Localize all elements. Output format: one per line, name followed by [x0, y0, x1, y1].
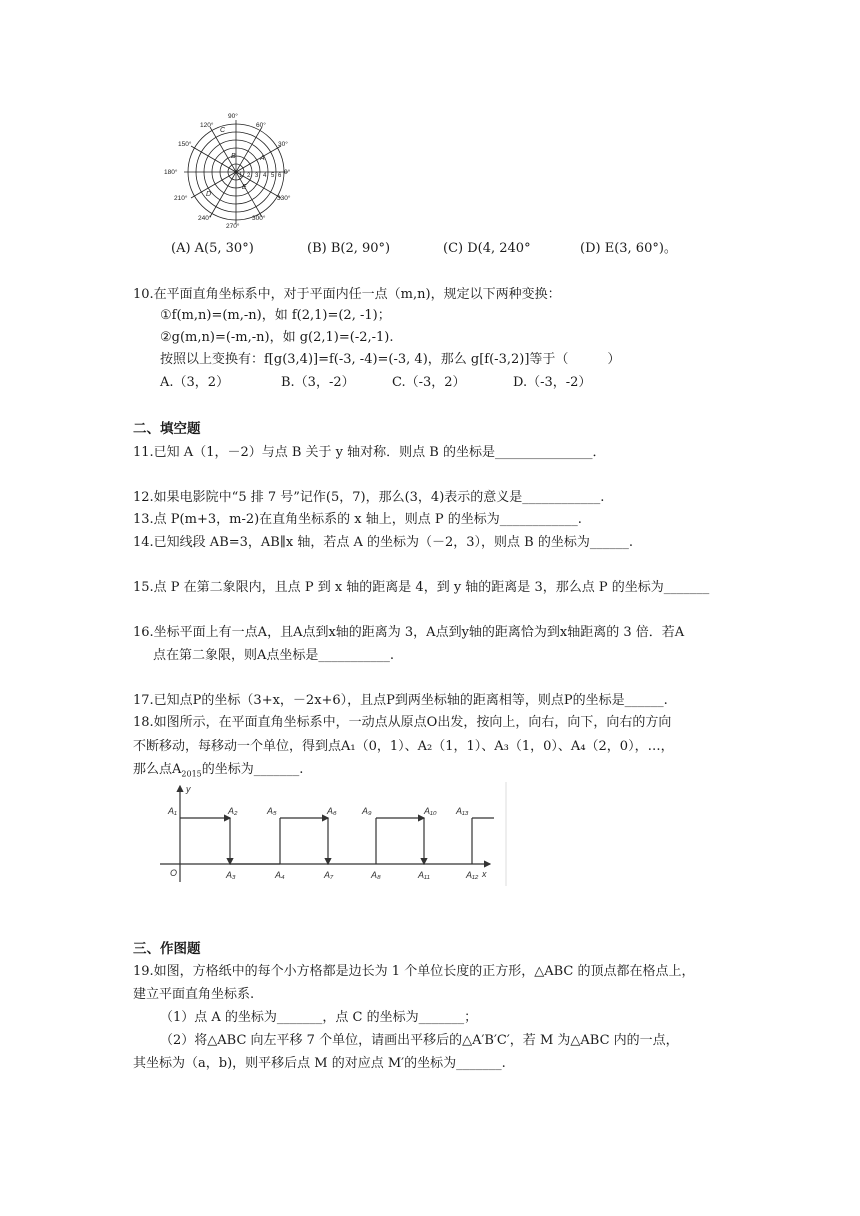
q9-option-c: (C) D(4, 240° — [443, 241, 531, 256]
point-label-bottom: A₈ — [371, 870, 381, 880]
point-label-top: A₁ — [168, 806, 177, 816]
point-label-bottom: A₁₁ — [418, 870, 430, 880]
q18-line3-before: 那么点A — [133, 762, 182, 777]
x-axis-label: x — [482, 869, 487, 879]
point-label: D — [206, 191, 212, 198]
ring-number: 4 — [263, 173, 267, 179]
angle-label: 330° — [277, 195, 291, 202]
q17: 17.已知点P的坐标（3+x，－2x+6），且点P到两坐标轴的距离相等，则点P的坐标是______. — [133, 693, 668, 708]
q19-line2: 建立平面直角坐标系. — [133, 987, 255, 1002]
point-label: E — [242, 184, 247, 191]
angle-label: 300° — [252, 215, 266, 222]
ring-number: 3 — [255, 173, 259, 179]
angle-label: 210° — [174, 195, 188, 202]
q16-line1: 16.坐标平面上有一点A，且A点到x轴的距离为 3，A点到y轴的距离恰为到x轴距离的 3 倍．若A — [133, 625, 685, 640]
point-label-bottom: A₇ — [324, 870, 334, 880]
angle-label: 240° — [198, 215, 212, 222]
section-title-drawing: 三、作图题 — [133, 941, 201, 957]
q10-rule-g: ②g(m,n)=(-m,-n)，如 g(2,1)=(-2,-1). — [160, 330, 394, 345]
q13: 13.点 P(m+3，m-2)在直角坐标系的 x 轴上，则点 P 的坐标为____________. — [133, 512, 582, 527]
q18-line3-after: 的坐标为_______. — [201, 762, 304, 777]
ring-number: 6 — [278, 173, 282, 179]
q19-line1: 19.如图，方格纸中的每个小方格都是边长为 1 个单位长度的正方形，△ABC 的顶点都在格点上， — [133, 964, 695, 979]
point-label: B — [231, 153, 236, 160]
y-axis-label: y — [186, 784, 191, 794]
q18-line1: 18.如图所示，在平面直角坐标系中，一动点从原点O出发，按向上，向右，向下，向右的方向 — [133, 715, 672, 730]
q18-line2: 不断移动，每移动一个单位，得到点A₁（0，1）、A₂（1，1）、A₃（1，0）、A₄（2，0），…， — [133, 739, 674, 754]
angle-label: 180° — [164, 169, 178, 176]
q10-option-a: A.（3，2） — [160, 375, 230, 390]
point-label-bottom: A₃ — [226, 870, 236, 880]
angle-label: 60° — [256, 122, 266, 129]
q9-option-b: (B) B(2, 90°) — [307, 241, 391, 256]
point-label-bottom: A₄ — [275, 870, 285, 880]
q9-option-a: (A) A(5, 30°) — [171, 241, 254, 256]
q15: 15.点 P 在第二象限内，且点 P 到 x 轴的距离是 4，到 y 轴的距离是 3，那么点 P 的坐标为_______ — [133, 580, 710, 595]
ring-number: 2 — [247, 173, 251, 179]
point-label: A — [260, 155, 265, 162]
q10-option-b: B.（3，-2） — [281, 375, 355, 390]
q10-stem: 10.在平面直角坐标系中，对于平面内任一点（m,n)，规定以下两种变换： — [133, 287, 561, 302]
q18-subscript: 2015 — [181, 769, 202, 779]
angle-label: 90° — [228, 113, 238, 120]
angle-label: 0° — [284, 169, 291, 176]
q14: 14.已知线段 AB=3，AB∥x 轴，若点 A 的坐标为（－2，3），则点 B 的坐标为______. — [133, 535, 633, 550]
q9-option-d: (D) E(3, 60°)。 — [580, 241, 677, 256]
angle-label: 120° — [200, 122, 214, 129]
point-label-top: A₁₀ — [424, 806, 437, 816]
path-figure — [150, 782, 510, 887]
point-label-top: A₂ — [228, 806, 238, 816]
point-label-top: A₆ — [327, 806, 337, 816]
point-label-top: A₅ — [267, 806, 277, 816]
section-title-fill-in: 二、填空题 — [133, 421, 201, 437]
q10-question: 按照以上变换有：f[g(3,4)]=f(-3, -4)=(-3, 4)，那么 g[f(-3,2)]等于（ ） — [160, 352, 621, 367]
q11: 11.已知 A（1，－2）与点 B 关于 y 轴对称．则点 B 的坐标是_______________． — [133, 445, 606, 460]
q10-rule-f: ①f(m,n)=(m,-n)，如 f(2,1)=(2, -1)； — [160, 308, 391, 323]
q10-option-d: D.（-3，-2） — [513, 375, 592, 390]
angle-label: 270° — [226, 223, 240, 230]
q10-option-c: C.（-3，2） — [392, 375, 466, 390]
ring-number: 5 — [271, 173, 275, 179]
q18-line3 — [133, 761, 303, 784]
point-label-bottom: A₁₂ — [466, 870, 479, 880]
q16-line2: 点在第二象限，则A点坐标是___________. — [153, 648, 395, 663]
q19-part2-line2: 其坐标为（a，b)，则平移后点 M 的对应点 M′的坐标为_______. — [133, 1056, 506, 1071]
q19-part1: （1）点 A 的坐标为_______，点 C 的坐标为_______； — [160, 1010, 478, 1025]
point-label: C — [220, 127, 226, 134]
origin-label: O — [170, 868, 178, 878]
polar-diagram — [160, 110, 300, 230]
q12: 12.如果电影院中“5 排 7 号”记作(5，7)，那么(3，4)表示的意义是____________. — [133, 490, 605, 505]
q19-part2-line1: （2）将△ABC 向左平移 7 个单位，请画出平移后的△A′B′C′，若 M 为△ABC 内的一点， — [160, 1033, 679, 1048]
angle-label: 150° — [178, 141, 192, 148]
ring-number: 1 — [239, 173, 243, 179]
point-label-top: A₉ — [362, 806, 372, 816]
angle-label: 30° — [278, 141, 288, 148]
point-label-top: A₁₃ — [456, 806, 469, 816]
